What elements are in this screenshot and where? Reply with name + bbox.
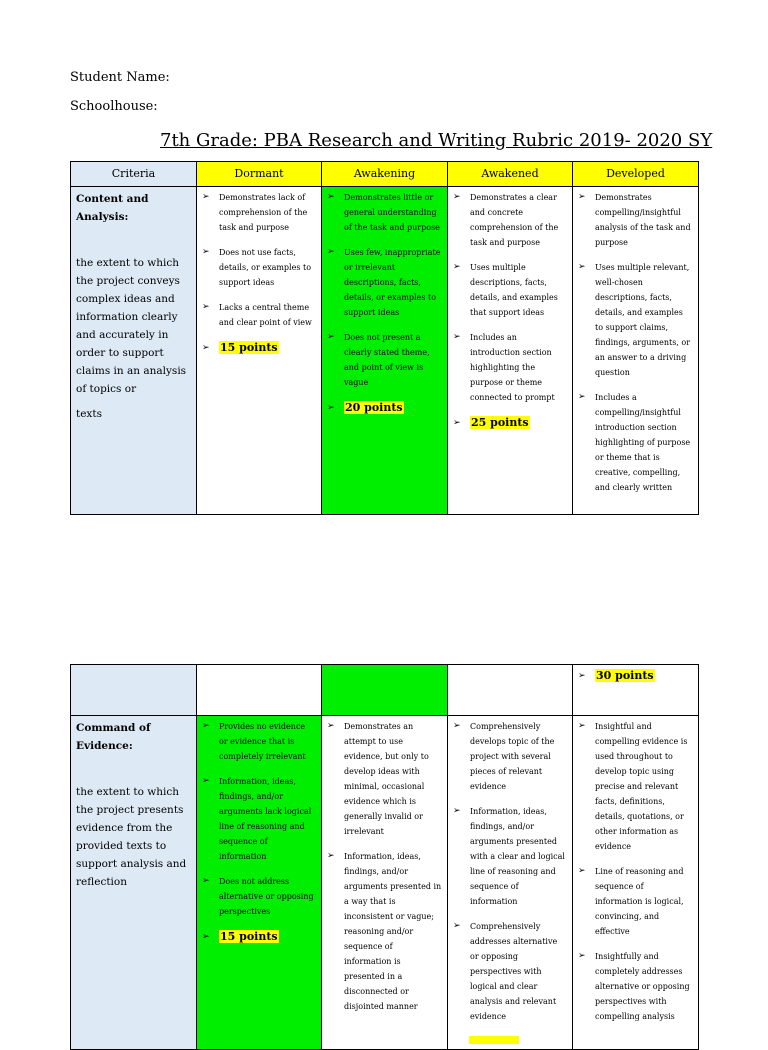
arrowhead-bullet-icon: ➢ [453,192,461,202]
points-awakening: ➢ 20 points [327,401,403,414]
criteria-description: the extent to which the project presents evidence from the provided texts to support analysis and reflection [76,786,187,888]
rubric-bullet: ➢ Uses multiple relevant, well-chosen descriptions, facts, details, and examples to support claims, findings, arguments, or an answer to a driving question [578,262,691,377]
column-header-awakening: Awakening [322,162,448,187]
arrowhead-bullet-icon: ➢ [578,721,586,731]
rubric-bullet: ➢ Information, ideas, findings, and/or arguments lack logical line of reasoning and sequence of information [202,776,312,861]
arrowhead-bullet-icon: ➢ [202,192,210,202]
arrowhead-bullet-icon: ➢ [202,721,210,731]
arrowhead-bullet-icon: ➢ [578,262,586,272]
rubric-bullet: ➢ Insightfully and completely addresses alternative or opposing perspectives with compelling analysis [578,951,690,1021]
arrowhead-bullet-icon: ➢ [202,932,210,942]
arrowhead-bullet-icon: ➢ [202,302,210,312]
cell-awakening-continued [322,665,448,716]
criteria-cell-continued [71,665,197,716]
column-header-developed: Developed [573,162,699,187]
cell-dormant-continued [197,665,322,716]
arrowhead-bullet-icon: ➢ [327,332,335,342]
rubric-bullet: ➢ Demonstrates an attempt to use evidence, but only to develop ideas with minimal, occasional evidence which is generally invalid or irrelevant [327,721,429,836]
row-content-analysis-continued [71,665,699,716]
rubric-bullet: ➢ Comprehensively addresses alternative or opposing perspectives with logical and clear analysis and relevant evidence [453,921,558,1021]
arrowhead-bullet-icon: ➢ [578,392,586,402]
arrowhead-bullet-icon: ➢ [202,247,210,257]
rubric-bullet: ➢ Insightful and compelling evidence is used throughout to develop topic using precise and relevant facts, definitions, details, quotations, or other information as evidence [578,721,688,851]
arrowhead-bullet-icon: ➢ [453,332,461,342]
points-dormant: ➢ 15 points [202,341,278,354]
rubric-bullet: ➢ Lacks a central theme and clear point of view [202,302,312,327]
arrowhead-bullet-icon: ➢ [453,418,461,428]
row-command-evidence [71,716,699,1050]
rubric-bullet: ➢ Demonstrates compelling/insightful analysis of the task and purpose [578,192,691,247]
student-name-label: Student Name: [70,70,170,85]
arrowhead-bullet-icon: ➢ [578,951,586,961]
arrowhead-bullet-icon: ➢ [327,851,335,861]
criteria-title: Command of Evidence: [76,722,151,752]
cell-dormant [197,187,322,515]
arrowhead-bullet-icon: ➢ [453,721,461,731]
rubric-bullet: ➢ Includes an introduction section highlighting the purpose or theme connected to prompt [453,332,555,402]
cell-developed [573,187,699,515]
criteria-cell-content-analysis [71,187,197,515]
cell-awakening [322,716,448,1050]
cell-awakening [322,187,448,515]
arrowhead-bullet-icon: ➢ [327,192,335,202]
criteria-description: the extent to which the project conveys complex ideas and information clearly and accurately in order to support claims in an analysis of topics or [76,257,187,395]
arrowhead-bullet-icon: ➢ [578,671,586,681]
cell-awakened [448,716,573,1050]
criteria-cell-command-evidence [71,716,197,1050]
points-awakened: ➢ 25 points [453,416,529,429]
rubric-bullet: ➢ Comprehensively develops topic of the project with several pieces of relevant evidence [453,721,555,791]
rubric-bullet: ➢ Provides no evidence or evidence that is completely irrelevant [202,721,306,761]
rubric-bullet: ➢ Demonstrates lack of comprehension of the task and purpose [202,192,308,232]
points-highlight-partial [469,1036,519,1044]
rubric-bullet: ➢ Includes a compelling/insightful introduction section highlighting of purpose or theme that is creative, compelling, and clearly written [578,392,691,492]
rubric-bullet: ➢ Line of reasoning and sequence of information is logical, convincing, and effective [578,866,684,936]
rubric-bullet: ➢ Does not use facts, details, or examples to support ideas [202,247,312,287]
cell-dormant [197,716,322,1050]
schoolhouse-label: Schoolhouse: [70,99,158,114]
arrowhead-bullet-icon: ➢ [327,721,335,731]
cell-awakened-continued [448,665,573,716]
rubric-header-row [71,162,699,187]
rubric-bullet: ➢ Information, ideas, findings, and/or arguments presented with a clear and logical line of reasoning and sequence of information [453,806,565,906]
points-dormant: ➢ 15 points [202,930,278,943]
column-header-awakened: Awakened [448,162,573,187]
arrowhead-bullet-icon: ➢ [578,192,586,202]
arrowhead-bullet-icon: ➢ [578,866,586,876]
rubric-table-command-evidence [70,664,699,1050]
arrowhead-bullet-icon: ➢ [327,247,335,257]
arrowhead-bullet-icon: ➢ [327,403,335,413]
rubric-bullet: ➢ Demonstrates a clear and concrete comprehension of the task and purpose [453,192,559,247]
cell-awakened [448,187,573,515]
cell-developed-continued [573,665,699,716]
arrowhead-bullet-icon: ➢ [202,776,210,786]
cell-developed [573,716,699,1050]
column-header-dormant: Dormant [197,162,322,187]
rubric-bullet: ➢ Demonstrates little or general understanding of the task and purpose [327,192,440,232]
rubric-bullet: ➢ Uses multiple descriptions, facts, details, and examples that support ideas [453,262,558,317]
rubric-table-content-analysis [70,161,699,515]
row-content-analysis [71,187,699,515]
arrowhead-bullet-icon: ➢ [202,876,210,886]
rubric-bullet: ➢ Does not present a clearly stated theme, and point of view is vague [327,332,430,387]
page-title: 7th Grade: PBA Research and Writing Rubric 2019- 2020 SY [160,130,713,151]
arrowhead-bullet-icon: ➢ [453,921,461,931]
rubric-bullet: ➢ Uses few, inappropriate or irrelevant descriptions, facts, details, or examples to support ideas [327,247,441,317]
arrowhead-bullet-icon: ➢ [453,806,461,816]
criteria-description-tail: texts [76,408,102,420]
criteria-title: Content and Analysis: [76,193,149,223]
arrowhead-bullet-icon: ➢ [202,343,210,353]
rubric-bullet: ➢ Does not address alternative or opposing perspectives [202,876,314,916]
points-developed: ➢ 30 points [578,669,654,682]
rubric-bullet: ➢ Information, ideas, findings, and/or arguments presented in a way that is inconsistent or vague; reasoning and/or sequence of information is presented in a disconnected or disjointed manner [327,851,442,1011]
column-header-criteria: Criteria [71,162,197,187]
arrowhead-bullet-icon: ➢ [453,262,461,272]
